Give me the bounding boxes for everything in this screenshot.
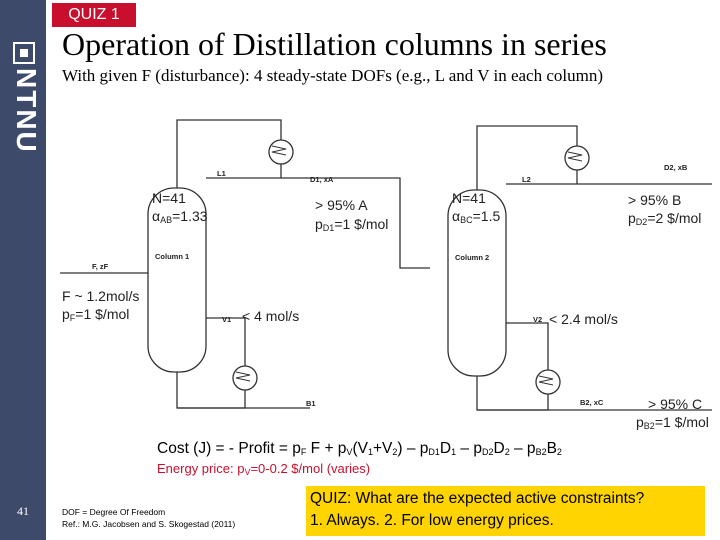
cost-equation: Cost (J) = - Profit = $p_F$ $F + p_V(V_1+V_2) - p_{D1}D_1 - p_{D2}D_2 - p_{B2}B_2$ bbox=[157, 440, 562, 457]
boilup-2-line bbox=[506, 323, 548, 370]
reflux-2-line bbox=[506, 170, 577, 184]
col1-price: $p_{D1}=1$ $/mol bbox=[315, 216, 389, 233]
label-d2: D2, xB bbox=[664, 163, 688, 172]
footnote-reference: Ref.: M.G. Jacobsen and S. Skogestad (2011) bbox=[62, 519, 236, 530]
v2-limit: < 2.4 mol/s bbox=[549, 311, 618, 327]
col2-stages: N=41 bbox=[452, 190, 486, 206]
feed-price: $p_F=1$ $/mol bbox=[62, 306, 130, 323]
bottom-price: $p_{B2}=1$ $/mol bbox=[636, 414, 709, 431]
col2-purity: > 95% B bbox=[628, 192, 682, 208]
quiz-question: QUIZ: What are the expected active constraints? bbox=[310, 490, 645, 507]
column-2-bottom-line bbox=[477, 376, 548, 410]
col1-stages: N=41 bbox=[152, 190, 186, 206]
column-1-bottom-line bbox=[177, 372, 245, 408]
slide-title: Operation of Distillation columns in series bbox=[62, 26, 607, 62]
feed-flow: F ~ 1.2mol/s bbox=[62, 288, 140, 304]
bottom-purity: > 95% C bbox=[648, 396, 703, 412]
col2-alpha: $\alpha_{BC}=1.5$ bbox=[452, 208, 501, 225]
col2-price: $p_{D2}=2$ $/mol bbox=[628, 210, 702, 227]
boilup-1-line bbox=[206, 318, 245, 366]
label-b2: B2, xC bbox=[580, 398, 604, 407]
footnote bbox=[62, 506, 235, 531]
label-v2: V2 bbox=[533, 315, 543, 324]
energy-price: Energy price: $p_V=0-0.2$ $/mol (varies) bbox=[157, 461, 371, 477]
label-v1: V1 bbox=[222, 315, 232, 324]
label-l1: L1 bbox=[217, 169, 226, 178]
ntnu-logo-text: NTNU bbox=[11, 68, 42, 154]
label-column-2: Column 2 bbox=[455, 253, 490, 262]
footnote-dof: DOF = Degree Of Freedom bbox=[62, 507, 166, 517]
label-f: F, zF bbox=[92, 262, 109, 271]
label-l2: L2 bbox=[522, 175, 531, 184]
label-b1: B1 bbox=[306, 399, 316, 408]
slide-subtitle: With given F (disturbance): 4 steady-state DOFs (e.g., L and V in each column) bbox=[62, 66, 603, 85]
col1-purity: > 95% A bbox=[315, 197, 368, 213]
col1-alpha: $\alpha_{AB}=1.33$ bbox=[152, 208, 208, 225]
label-d1: D1, xA bbox=[310, 175, 334, 184]
quiz-question-box bbox=[306, 486, 705, 536]
quiz-tag: QUIZ 1 bbox=[52, 3, 136, 27]
quiz-options: 1. Always. 2. For low energy prices. bbox=[310, 511, 554, 529]
v1-limit: < 4 mol/s bbox=[242, 308, 300, 324]
slide-number: 41 bbox=[17, 504, 29, 518]
label-column-1: Column 1 bbox=[155, 252, 190, 261]
